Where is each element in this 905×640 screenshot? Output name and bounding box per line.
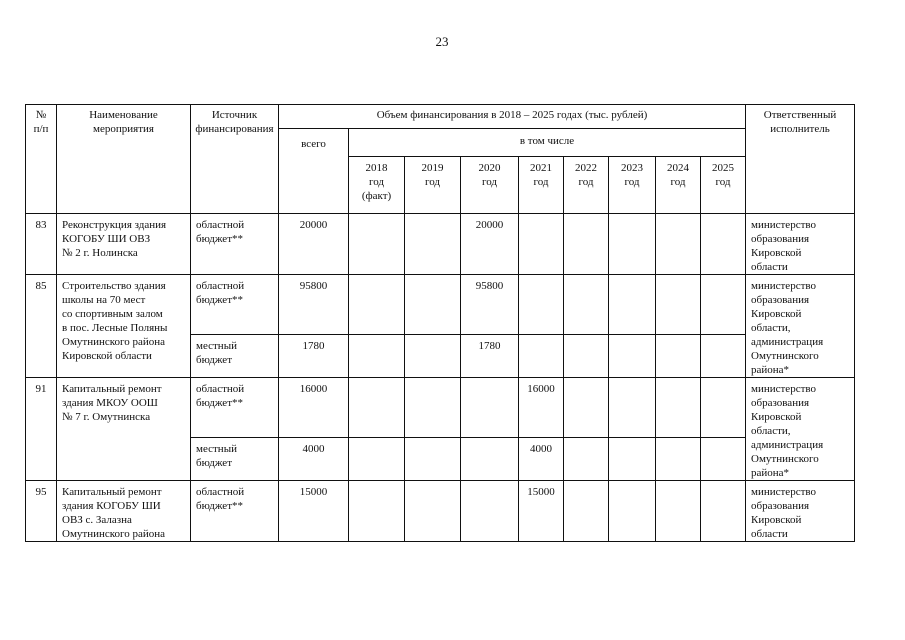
header-volume: Объем финансирования в 2018 – 2025 годах (тыс. рублей) [279,105,746,129]
row-number: 85 [26,275,57,378]
funding-year-value [656,214,701,275]
funding-year-value [609,214,656,275]
funding-year-value [701,275,746,335]
page-number: 23 [435,34,449,49]
funding-year-value: 20000 [461,214,519,275]
responsible-executor: министерство образования Кировской области [746,214,855,275]
row-number: 83 [26,214,57,275]
measure-name: Капитальный ремонт здания КОГОБУ ШИ ОВЗ с. Залазна Омутнинского района [57,481,191,542]
funding-year-value [609,378,656,438]
funding-year-value [701,335,746,378]
funding-year-value [461,438,519,481]
funding-year-value [564,481,609,542]
header-year: 2024 год [656,157,701,214]
funding-total: 20000 [279,214,349,275]
funding-year-value [461,481,519,542]
funding-year-value [656,438,701,481]
table-header [26,105,855,214]
funding-year-value [405,214,461,275]
funding-year-value [656,275,701,335]
row-number: 91 [26,378,57,481]
funding-total: 4000 [279,438,349,481]
funding-year-value [519,275,564,335]
funding-source: областной бюджет** [191,378,279,438]
funding-year-value [564,438,609,481]
header-name: Наименование мероприятия [57,105,191,214]
funding-year-value [656,335,701,378]
row-number: 95 [26,481,57,542]
header-year: 2022 год [564,157,609,214]
funding-year-value: 95800 [461,275,519,335]
table-row [26,378,855,438]
funding-year-value [656,481,701,542]
funding-year-value [405,481,461,542]
funding-year-value: 15000 [519,481,564,542]
measure-name: Капитальный ремонт здания МКОУ ООШ № 7 г. Омутнинска [57,378,191,481]
measure-name: Реконструкция здания КОГОБУ ШИ ОВЗ № 2 г. Нолинска [57,214,191,275]
funding-source: областной бюджет** [191,275,279,335]
funding-year-value [349,378,405,438]
header-responsible: Ответственный исполнитель [746,105,855,214]
measure-name: Строительство здания школы на 70 мест со спортивным залом в пос. Лесные Поляны Омутнинского района Кировской области [57,275,191,378]
funding-year-value: 1780 [461,335,519,378]
header-year: 2018 год (факт) [349,157,405,214]
funding-year-value [701,481,746,542]
funding-source: областной бюджет** [191,481,279,542]
funding-total: 15000 [279,481,349,542]
header-year: 2020 год [461,157,519,214]
funding-year-value [349,335,405,378]
header-year: 2025 год [701,157,746,214]
funding-source: областной бюджет** [191,214,279,275]
funding-year-value [349,275,405,335]
header-year: 2023 год [609,157,656,214]
funding-year-value [701,378,746,438]
funding-year-value [564,275,609,335]
responsible-executor: министерство образования Кировской области [746,481,855,542]
funding-year-value [609,438,656,481]
header-number: № п/п [26,105,57,214]
funding-year-value [519,335,564,378]
table-row [26,481,855,542]
funding-year-value [564,214,609,275]
header-year: 2019 год [405,157,461,214]
funding-year-value [461,378,519,438]
funding-year-value [564,335,609,378]
funding-year-value [609,275,656,335]
funding-year-value [609,335,656,378]
funding-year-value [349,481,405,542]
table-row [26,214,855,275]
funding-year-value [405,275,461,335]
funding-source: местный бюджет [191,438,279,481]
funding-year-value: 4000 [519,438,564,481]
funding-total: 16000 [279,378,349,438]
responsible-executor: министерство образования Кировской области, администрация Омутнинского района* [746,275,855,378]
funding-year-value [349,438,405,481]
funding-total: 95800 [279,275,349,335]
funding-year-value [564,378,609,438]
funding-year-value [349,214,405,275]
header-including: в том числе [349,129,746,157]
responsible-executor: министерство образования Кировской области, администрация Омутнинского района* [746,378,855,481]
financing-table [25,104,855,542]
funding-year-value [656,378,701,438]
funding-year-value [405,438,461,481]
header-source: Источник финансирования [191,105,279,214]
funding-year-value [609,481,656,542]
funding-total: 1780 [279,335,349,378]
funding-year-value [405,335,461,378]
funding-year-value [701,438,746,481]
header-total: всего [279,129,349,214]
funding-year-value [405,378,461,438]
header-year: 2021 год [519,157,564,214]
table-body [26,214,855,542]
funding-year-value [701,214,746,275]
table-row [26,275,855,335]
funding-year-value: 16000 [519,378,564,438]
funding-year-value [519,214,564,275]
funding-source: местный бюджет [191,335,279,378]
